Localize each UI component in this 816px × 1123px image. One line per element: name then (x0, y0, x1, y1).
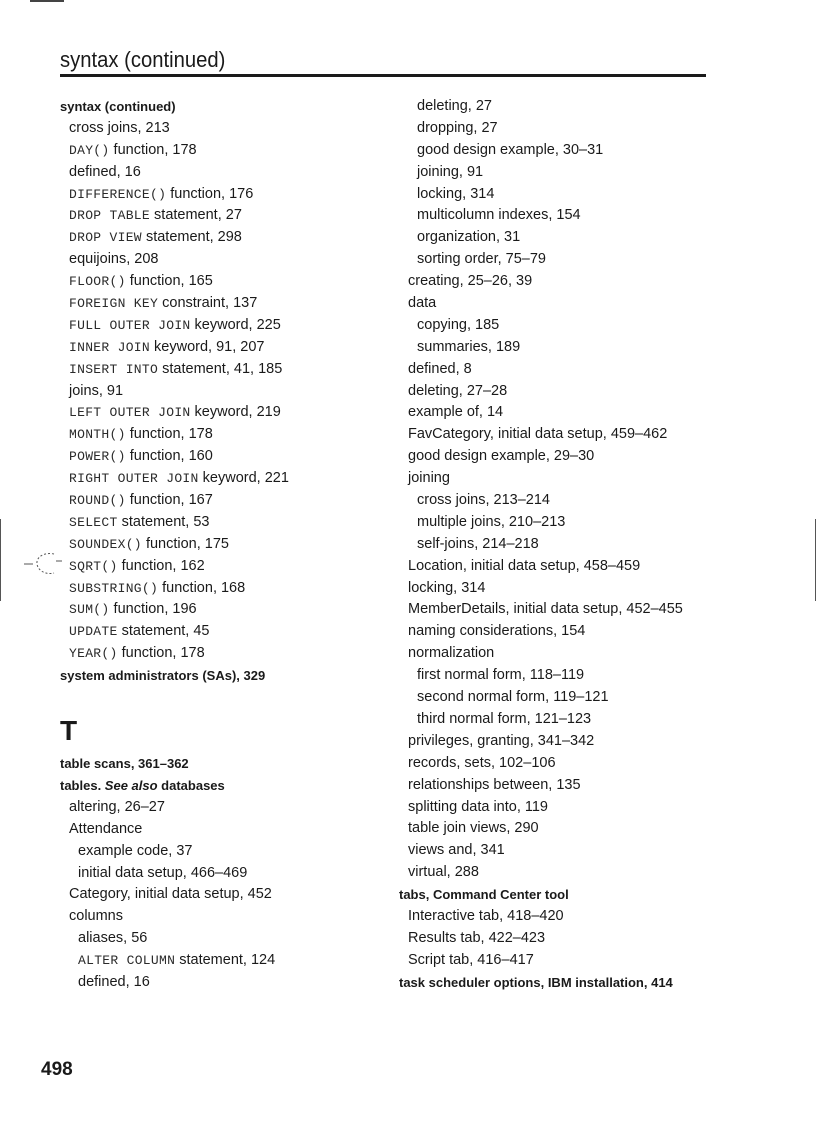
index-subentry (60, 424, 390, 446)
index-subentry (60, 271, 390, 293)
index-subentry (60, 337, 390, 359)
entry-text: statement, 124 (175, 952, 276, 969)
entry-text: defined, 16 (69, 163, 141, 180)
entry-text: organization, 31 (417, 229, 521, 246)
index-main-entry (60, 775, 390, 797)
index-subentry (399, 928, 729, 950)
entry-text: function, 175 (141, 535, 229, 552)
entry-text: FavCategory, initial data setup, 459–462 (408, 426, 668, 443)
entry-text: records, sets, 102–106 (408, 754, 556, 771)
index-column-left (60, 96, 390, 994)
index-subentry (399, 621, 729, 643)
index-subentry (60, 227, 390, 249)
index-subentry (399, 775, 729, 797)
index-sub-subentry (399, 709, 729, 731)
entry-text: Interactive tab, 418–420 (408, 907, 564, 924)
entry-text: self-joins, 214–218 (417, 535, 539, 552)
code-term: MONTH() (69, 427, 126, 443)
index-subentry (399, 797, 729, 819)
index-subentry (60, 359, 390, 381)
code-term: UPDATE (69, 624, 118, 640)
index-main-entry (60, 96, 390, 118)
entry-text: function, 162 (117, 557, 205, 574)
entry-text: function, 168 (158, 579, 246, 596)
entry-text: keyword, 91, 207 (150, 338, 265, 355)
index-sub-subentry (399, 665, 729, 687)
index-sub-subentry (399, 249, 729, 271)
index-subentry (60, 490, 390, 512)
index-subentry (60, 249, 390, 271)
index-subentry (399, 731, 729, 753)
running-head: syntax (continued) (60, 47, 226, 72)
index-sub-subentry (399, 162, 729, 184)
index-sub-subentry (399, 205, 729, 227)
index-subentry (60, 534, 390, 556)
index-subentry (60, 599, 390, 621)
code-term: SQRT() (69, 558, 118, 574)
entry-text: joining, 91 (417, 163, 484, 180)
entry-text: Category, initial data setup, 452 (69, 886, 272, 903)
index-subentry (399, 599, 729, 621)
entry-text: locking, 314 (408, 579, 486, 596)
code-term: ALTER COLUMN (78, 953, 176, 969)
index-main-entry (399, 884, 729, 906)
entry-text: joins, 91 (69, 382, 124, 399)
entry-text: table join views, 290 (408, 820, 539, 837)
entry-text: statement, 53 (117, 513, 210, 530)
index-column-right (399, 96, 729, 994)
entry-text: views and, 341 (408, 842, 505, 859)
entry-text: privileges, granting, 341–342 (408, 732, 595, 749)
entry-text: task scheduler options, IBM installation, 414 (399, 974, 673, 990)
index-sub-subentry (60, 863, 390, 885)
index-subentry (399, 840, 729, 862)
code-term: POWER() (69, 449, 126, 465)
entry-text: function, 165 (125, 273, 213, 290)
entry-text: cross joins, 213–214 (417, 492, 550, 509)
entry-text: sorting order, 75–79 (417, 251, 546, 268)
entry-text: defined, 16 (78, 973, 150, 990)
index-subentry (60, 884, 390, 906)
entry-text: function, 160 (125, 448, 213, 465)
index-sub-subentry (399, 118, 729, 140)
entry-text: Results tab, 422–423 (408, 929, 546, 946)
entry-text: initial data setup, 466–469 (78, 864, 248, 881)
entry-text: See also (104, 777, 158, 793)
index-subentry (399, 402, 729, 424)
code-term: DAY() (69, 142, 110, 158)
entry-text: splitting data into, 119 (408, 798, 548, 815)
index-main-entry (60, 665, 390, 687)
index-main-entry (399, 972, 729, 994)
index-subentry (60, 556, 390, 578)
index-subentry (60, 797, 390, 819)
index-subentry (60, 205, 390, 227)
entry-text: statement, 41, 185 (158, 360, 283, 377)
index-subentry (60, 906, 390, 928)
index-subentry (399, 446, 729, 468)
section-spacer (60, 687, 390, 709)
entry-text: Script tab, 416–417 (408, 951, 534, 968)
entry-text: constraint, 137 (158, 295, 258, 312)
code-term: SOUNDEX() (69, 536, 142, 552)
code-term: FULL OUTER JOIN (69, 317, 191, 333)
index-subentry (399, 381, 729, 403)
entry-text: table scans, 361–362 (60, 756, 189, 772)
entry-text: aliases, 56 (78, 930, 148, 947)
index-subentry (60, 643, 390, 665)
entry-text: system administrators (SAs), 329 (60, 668, 266, 684)
section-letter-heading: T (60, 715, 78, 747)
index-sub-subentry (60, 950, 390, 972)
index-sub-subentry (60, 841, 390, 863)
index-subentry (399, 906, 729, 928)
index-subentry (399, 643, 729, 665)
entry-text: function, 196 (109, 601, 197, 618)
scissors-mark-icon (24, 551, 64, 577)
index-subentry (399, 578, 729, 600)
entry-text: multicolumn indexes, 154 (417, 207, 581, 224)
entry-text: naming considerations, 154 (408, 623, 586, 640)
index-subentry (399, 293, 729, 315)
entry-text: keyword, 225 (190, 316, 281, 333)
index-sub-subentry (399, 227, 729, 249)
entry-text: tabs, Command Center tool (399, 887, 569, 903)
binding-margin-line-left (0, 519, 1, 601)
code-term: LEFT OUTER JOIN (69, 405, 191, 421)
entry-text: dropping, 27 (417, 119, 498, 136)
entry-text: statement, 298 (141, 229, 242, 246)
entry-text: function, 176 (166, 185, 254, 202)
index-subentry (60, 621, 390, 643)
code-term: INSERT INTO (69, 361, 159, 377)
index-subentry (60, 578, 390, 600)
entry-text: keyword, 221 (198, 470, 289, 487)
code-term: ROUND() (69, 493, 126, 509)
entry-text: function, 178 (125, 426, 213, 443)
code-term: SELECT (69, 514, 118, 530)
entry-text: statement, 45 (117, 623, 210, 640)
index-main-entry (60, 753, 390, 775)
entry-text: summaries, 189 (417, 338, 521, 355)
code-term: DROP VIEW (69, 230, 142, 246)
entry-text: good design example, 29–30 (408, 448, 595, 465)
index-subentry (60, 468, 390, 490)
index-subentry (60, 381, 390, 403)
index-sub-subentry (399, 337, 729, 359)
entry-text: cross joins, 213 (69, 119, 170, 136)
index-subentry (399, 468, 729, 490)
index-subentry (60, 162, 390, 184)
entry-text: multiple joins, 210–213 (417, 513, 566, 530)
entry-text: syntax (continued) (60, 99, 176, 114)
entry-text: equijoins, 208 (69, 251, 159, 268)
index-subentry (60, 140, 390, 162)
entry-text: example code, 37 (78, 842, 193, 859)
index-sub-subentry (60, 928, 390, 950)
entry-text: altering, 26–27 (69, 798, 165, 815)
entry-text: joining (408, 470, 450, 487)
entry-text: virtual, 288 (408, 864, 479, 881)
index-sub-subentry (399, 490, 729, 512)
index-subentry (60, 118, 390, 140)
entry-text: good design example, 30–31 (417, 141, 604, 158)
code-term: INNER JOIN (69, 339, 151, 355)
index-sub-subentry (399, 512, 729, 534)
index-subentry (60, 819, 390, 841)
entry-text: Attendance (69, 820, 143, 837)
entry-text: relationships between, 135 (408, 776, 581, 793)
entry-text: first normal form, 118–119 (417, 667, 585, 684)
entry-text: function, 178 (109, 141, 197, 158)
index-subentry (60, 184, 390, 206)
top-crop-mark (30, 0, 64, 2)
entry-text: deleting, 27–28 (408, 382, 508, 399)
index-subentry (399, 862, 729, 884)
code-term: SUM() (69, 602, 110, 618)
entry-text: second normal form, 119–121 (417, 689, 609, 706)
index-sub-subentry (399, 534, 729, 556)
header-rule (60, 74, 706, 77)
code-term: SUBSTRING() (69, 580, 159, 596)
index-subentry (60, 293, 390, 315)
entry-text: deleting, 27 (417, 98, 492, 114)
index-subentry (399, 818, 729, 840)
entry-text: function, 167 (125, 492, 213, 509)
index-sub-subentry (399, 184, 729, 206)
index-sub-subentry (60, 972, 390, 994)
code-term: DROP TABLE (69, 208, 151, 224)
index-subentry (60, 402, 390, 424)
index-subentry (60, 512, 390, 534)
entry-text: statement, 27 (150, 207, 242, 224)
entry-text: keyword, 219 (190, 404, 281, 421)
index-subentry (399, 950, 729, 972)
index-subentry (399, 271, 729, 293)
entry-text: data (408, 295, 437, 312)
index-subentry (399, 424, 729, 446)
index-sub-subentry (399, 96, 729, 118)
code-term: FLOOR() (69, 274, 126, 290)
code-term: YEAR() (69, 646, 118, 662)
index-sub-subentry (399, 687, 729, 709)
entry-text: MemberDetails, initial data setup, 452–455 (408, 601, 683, 618)
code-term: FOREIGN KEY (69, 296, 159, 312)
entry-text: columns (69, 908, 123, 925)
entry-text: tables. (60, 777, 105, 793)
entry-text: copying, 185 (417, 316, 500, 333)
index-sub-subentry (399, 140, 729, 162)
entry-text: example of, 14 (408, 404, 504, 421)
index-sub-subentry (399, 315, 729, 337)
entry-text: function, 178 (117, 645, 205, 662)
code-term: RIGHT OUTER JOIN (69, 471, 199, 487)
entry-text: locking, 314 (417, 185, 495, 202)
index-subentry (399, 359, 729, 381)
index-subentry (399, 556, 729, 578)
page-number: 498 (41, 1059, 73, 1080)
index-subentry (399, 753, 729, 775)
entry-text: databases (157, 777, 225, 793)
entry-text: Location, initial data setup, 458–459 (408, 557, 641, 574)
entry-text: third normal form, 121–123 (417, 710, 592, 727)
index-subentry (60, 446, 390, 468)
code-term: DIFFERENCE() (69, 186, 167, 202)
entry-text: creating, 25–26, 39 (408, 273, 533, 290)
entry-text: normalization (408, 645, 495, 662)
entry-text: defined, 8 (408, 360, 472, 377)
index-subentry (60, 315, 390, 337)
